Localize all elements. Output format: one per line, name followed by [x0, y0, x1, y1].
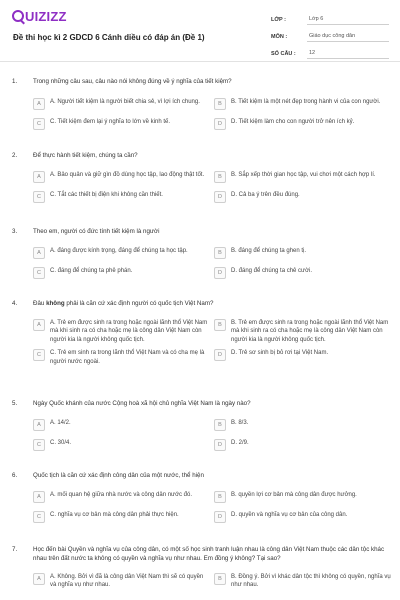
- question-text: Ngày Quốc khánh của nước Cộng hoà xã hội chủ nghĩa Việt Nam là ngày nào?: [33, 400, 251, 407]
- option-letter: C: [33, 349, 45, 361]
- option-text: B. Sắp xếp thời gian học tập, vui chơi một cách hợp lí.: [231, 171, 376, 178]
- question-number: 4.: [12, 300, 18, 307]
- option-text: D. Tiết kiệm làm cho con người trở nên ích kỷ.: [231, 118, 355, 125]
- meta-value: Giáo dục công dân: [307, 33, 389, 42]
- option-letter: B: [214, 491, 226, 503]
- meta-label: LỚP :: [271, 17, 286, 23]
- option-letter: C: [33, 118, 45, 130]
- option-text: D. quyền và nghĩa vụ cơ bản của công dân.: [231, 511, 348, 518]
- option-a[interactable]: [33, 97, 211, 113]
- question-text: Quốc tịch là căn cứ xác định công dân của một nước, thể hiện: [33, 472, 204, 479]
- option-d[interactable]: [214, 438, 392, 454]
- option-letter: A: [33, 419, 45, 431]
- option-d[interactable]: [214, 266, 392, 282]
- option-letter: B: [214, 247, 226, 259]
- option-text: B. Trẻ em được sinh ra trong hoặc ngoài lãnh thổ Việt Nam mà khi sinh ra có cha hoặc mẹ là công dân Việt Nam còn người kia là người không quốc tịch.: [231, 319, 389, 343]
- option-a[interactable]: [33, 490, 211, 506]
- option-letter: C: [33, 439, 45, 451]
- option-text: A. Người tiết kiệm là người biết chia sẻ, vì lợi ích chung.: [50, 98, 200, 105]
- option-text: C. Tiết kiệm đem lại ý nghĩa to lớn về kinh tế.: [50, 118, 170, 125]
- logo-q-icon: [12, 10, 24, 22]
- question-text: Trong những câu sau, câu nào nói không đúng về ý nghĩa của tiết kiệm?: [33, 78, 232, 85]
- document-title: Đề thi học kì 2 GDCD 6 Cánh diều có đáp án (Đề 1): [13, 33, 205, 42]
- option-text: A. 14/2.: [50, 419, 71, 426]
- option-letter: A: [33, 98, 45, 110]
- meta-row-count: [271, 45, 389, 59]
- meta-box: [271, 11, 389, 62]
- option-text: C. 30/4.: [50, 439, 72, 446]
- option-c[interactable]: [33, 266, 211, 282]
- option-letter: B: [214, 171, 226, 183]
- meta-value: 12: [307, 50, 389, 59]
- option-letter: B: [214, 319, 226, 331]
- option-text: D. 2/9.: [231, 439, 249, 446]
- option-b[interactable]: [214, 490, 392, 506]
- question-7: [0, 546, 400, 590]
- meta-label: SỐ CÂU :: [271, 51, 296, 57]
- option-letter: D: [214, 439, 226, 451]
- question-number: 3.: [12, 228, 18, 235]
- option-letter: A: [33, 573, 45, 585]
- option-text: A. Bảo quản và giữ gìn đồ dùng học tập, lao động thật tốt.: [50, 171, 205, 178]
- option-text: C. đáng để chúng ta phê phán.: [50, 267, 133, 274]
- option-letter: C: [33, 267, 45, 279]
- option-b[interactable]: [214, 318, 392, 344]
- option-b[interactable]: [214, 246, 392, 262]
- option-text: A. Trẻ em được sinh ra trong hoặc ngoài lãnh thổ Việt Nam mà khi sinh ra có cha hoặc mẹ là công dân Việt Nam còn người kia là người không quốc tịch.: [50, 319, 208, 343]
- question-number: 2.: [12, 152, 18, 159]
- question-2: [0, 152, 400, 206]
- option-d[interactable]: [214, 117, 392, 133]
- question-1: [0, 78, 400, 133]
- option-letter: D: [214, 191, 226, 203]
- option-a[interactable]: [33, 246, 211, 262]
- option-c[interactable]: [33, 438, 211, 454]
- page-header: [0, 0, 400, 62]
- option-c[interactable]: [33, 510, 211, 526]
- option-letter: B: [214, 419, 226, 431]
- option-a[interactable]: [33, 170, 211, 186]
- question-number: 6.: [12, 472, 18, 479]
- option-a[interactable]: [33, 418, 211, 434]
- question-5: [0, 400, 400, 454]
- option-text: C. nghĩa vụ cơ bản mà công dân phải thực hiện.: [50, 511, 179, 518]
- option-letter: B: [214, 98, 226, 110]
- meta-row-subject: [271, 28, 389, 42]
- option-b[interactable]: [214, 170, 392, 186]
- meta-label: MÔN :: [271, 34, 288, 40]
- option-text: B. đáng để chúng ta ghen tị.: [231, 247, 307, 254]
- option-text: A. đáng được kính trọng, đáng để chúng ta học tập.: [50, 247, 188, 254]
- option-d[interactable]: [214, 190, 392, 206]
- option-letter: C: [33, 511, 45, 523]
- option-letter: D: [214, 267, 226, 279]
- option-text: B. 8/3.: [231, 419, 249, 426]
- option-a[interactable]: [33, 318, 211, 344]
- option-text: B. quyền lợi cơ bản mà công dân được hưởng.: [231, 491, 357, 498]
- question-number: 1.: [12, 78, 18, 85]
- option-letter: D: [214, 118, 226, 130]
- quizizz-logo[interactable]: UIZIZZ: [12, 9, 67, 24]
- question-6: [0, 472, 400, 526]
- option-text: B. Tiết kiệm là một nét đẹp trong hành vi của con người.: [231, 98, 381, 105]
- option-c[interactable]: [33, 117, 211, 133]
- option-d[interactable]: [214, 510, 392, 526]
- option-b[interactable]: [214, 97, 392, 113]
- option-letter: D: [214, 511, 226, 523]
- option-letter: A: [33, 247, 45, 259]
- option-text: A. mối quan hệ giữa nhà nước và công dân nước đó.: [50, 491, 193, 498]
- option-text: D. đáng để chúng ta chê cười.: [231, 267, 312, 274]
- option-d[interactable]: [214, 348, 392, 366]
- option-letter: A: [33, 171, 45, 183]
- option-a[interactable]: [33, 572, 211, 590]
- option-letter: A: [33, 319, 45, 331]
- option-text: B. Đồng ý. Bởi vì khác dân tộc thì không có quyền, nghĩa vụ như nhau.: [231, 573, 391, 589]
- option-c[interactable]: [33, 190, 211, 206]
- option-b[interactable]: [214, 418, 392, 434]
- question-text: Để thực hành tiết kiệm, chúng ta cần?: [33, 152, 138, 159]
- option-text: A. Không. Bởi vì đã là công dân Việt Nam thì sẽ có quyền và nghĩa vụ như nhau.: [50, 573, 204, 589]
- emphasis: không: [46, 300, 65, 307]
- question-text: Đâu không phải là căn cứ xác định người có quốc tịch Việt Nam?: [33, 300, 214, 307]
- option-b[interactable]: [214, 572, 392, 590]
- option-text: D. Trẻ sơ sinh bị bỏ rơi tại Việt Nam.: [231, 350, 329, 357]
- option-letter: C: [33, 191, 45, 203]
- option-text: C. Trẻ em sinh ra trong lãnh thổ Việt Nam và có cha mẹ là người nước ngoài.: [50, 350, 205, 365]
- question-3: [0, 228, 400, 282]
- option-text: D. Cả ba ý trên đều đúng.: [231, 191, 300, 198]
- question-text: Theo em, người có đức tính tiết kiệm là người: [33, 228, 160, 235]
- meta-row-class: [271, 11, 389, 25]
- option-c[interactable]: [33, 348, 211, 366]
- question-4: [0, 300, 400, 366]
- question-number: 7.: [12, 546, 18, 553]
- question-number: 5.: [12, 400, 18, 407]
- option-letter: B: [214, 573, 226, 585]
- option-letter: A: [33, 491, 45, 503]
- question-text: Học đến bài Quyền và nghĩa vụ của công dân, có một số học sinh tranh luận nhau là công dân Việt Nam thuộc các dân tộc khác nhau trên đất nước ta không có quyền và nghĩa vụ như nhau. Em đồng ý không? Tại sao?: [33, 546, 385, 562]
- option-text: C. Tắt các thiết bị điện khi không cần thiết.: [50, 191, 163, 198]
- option-letter: D: [214, 349, 226, 361]
- meta-value: Lớp 6: [307, 16, 389, 25]
